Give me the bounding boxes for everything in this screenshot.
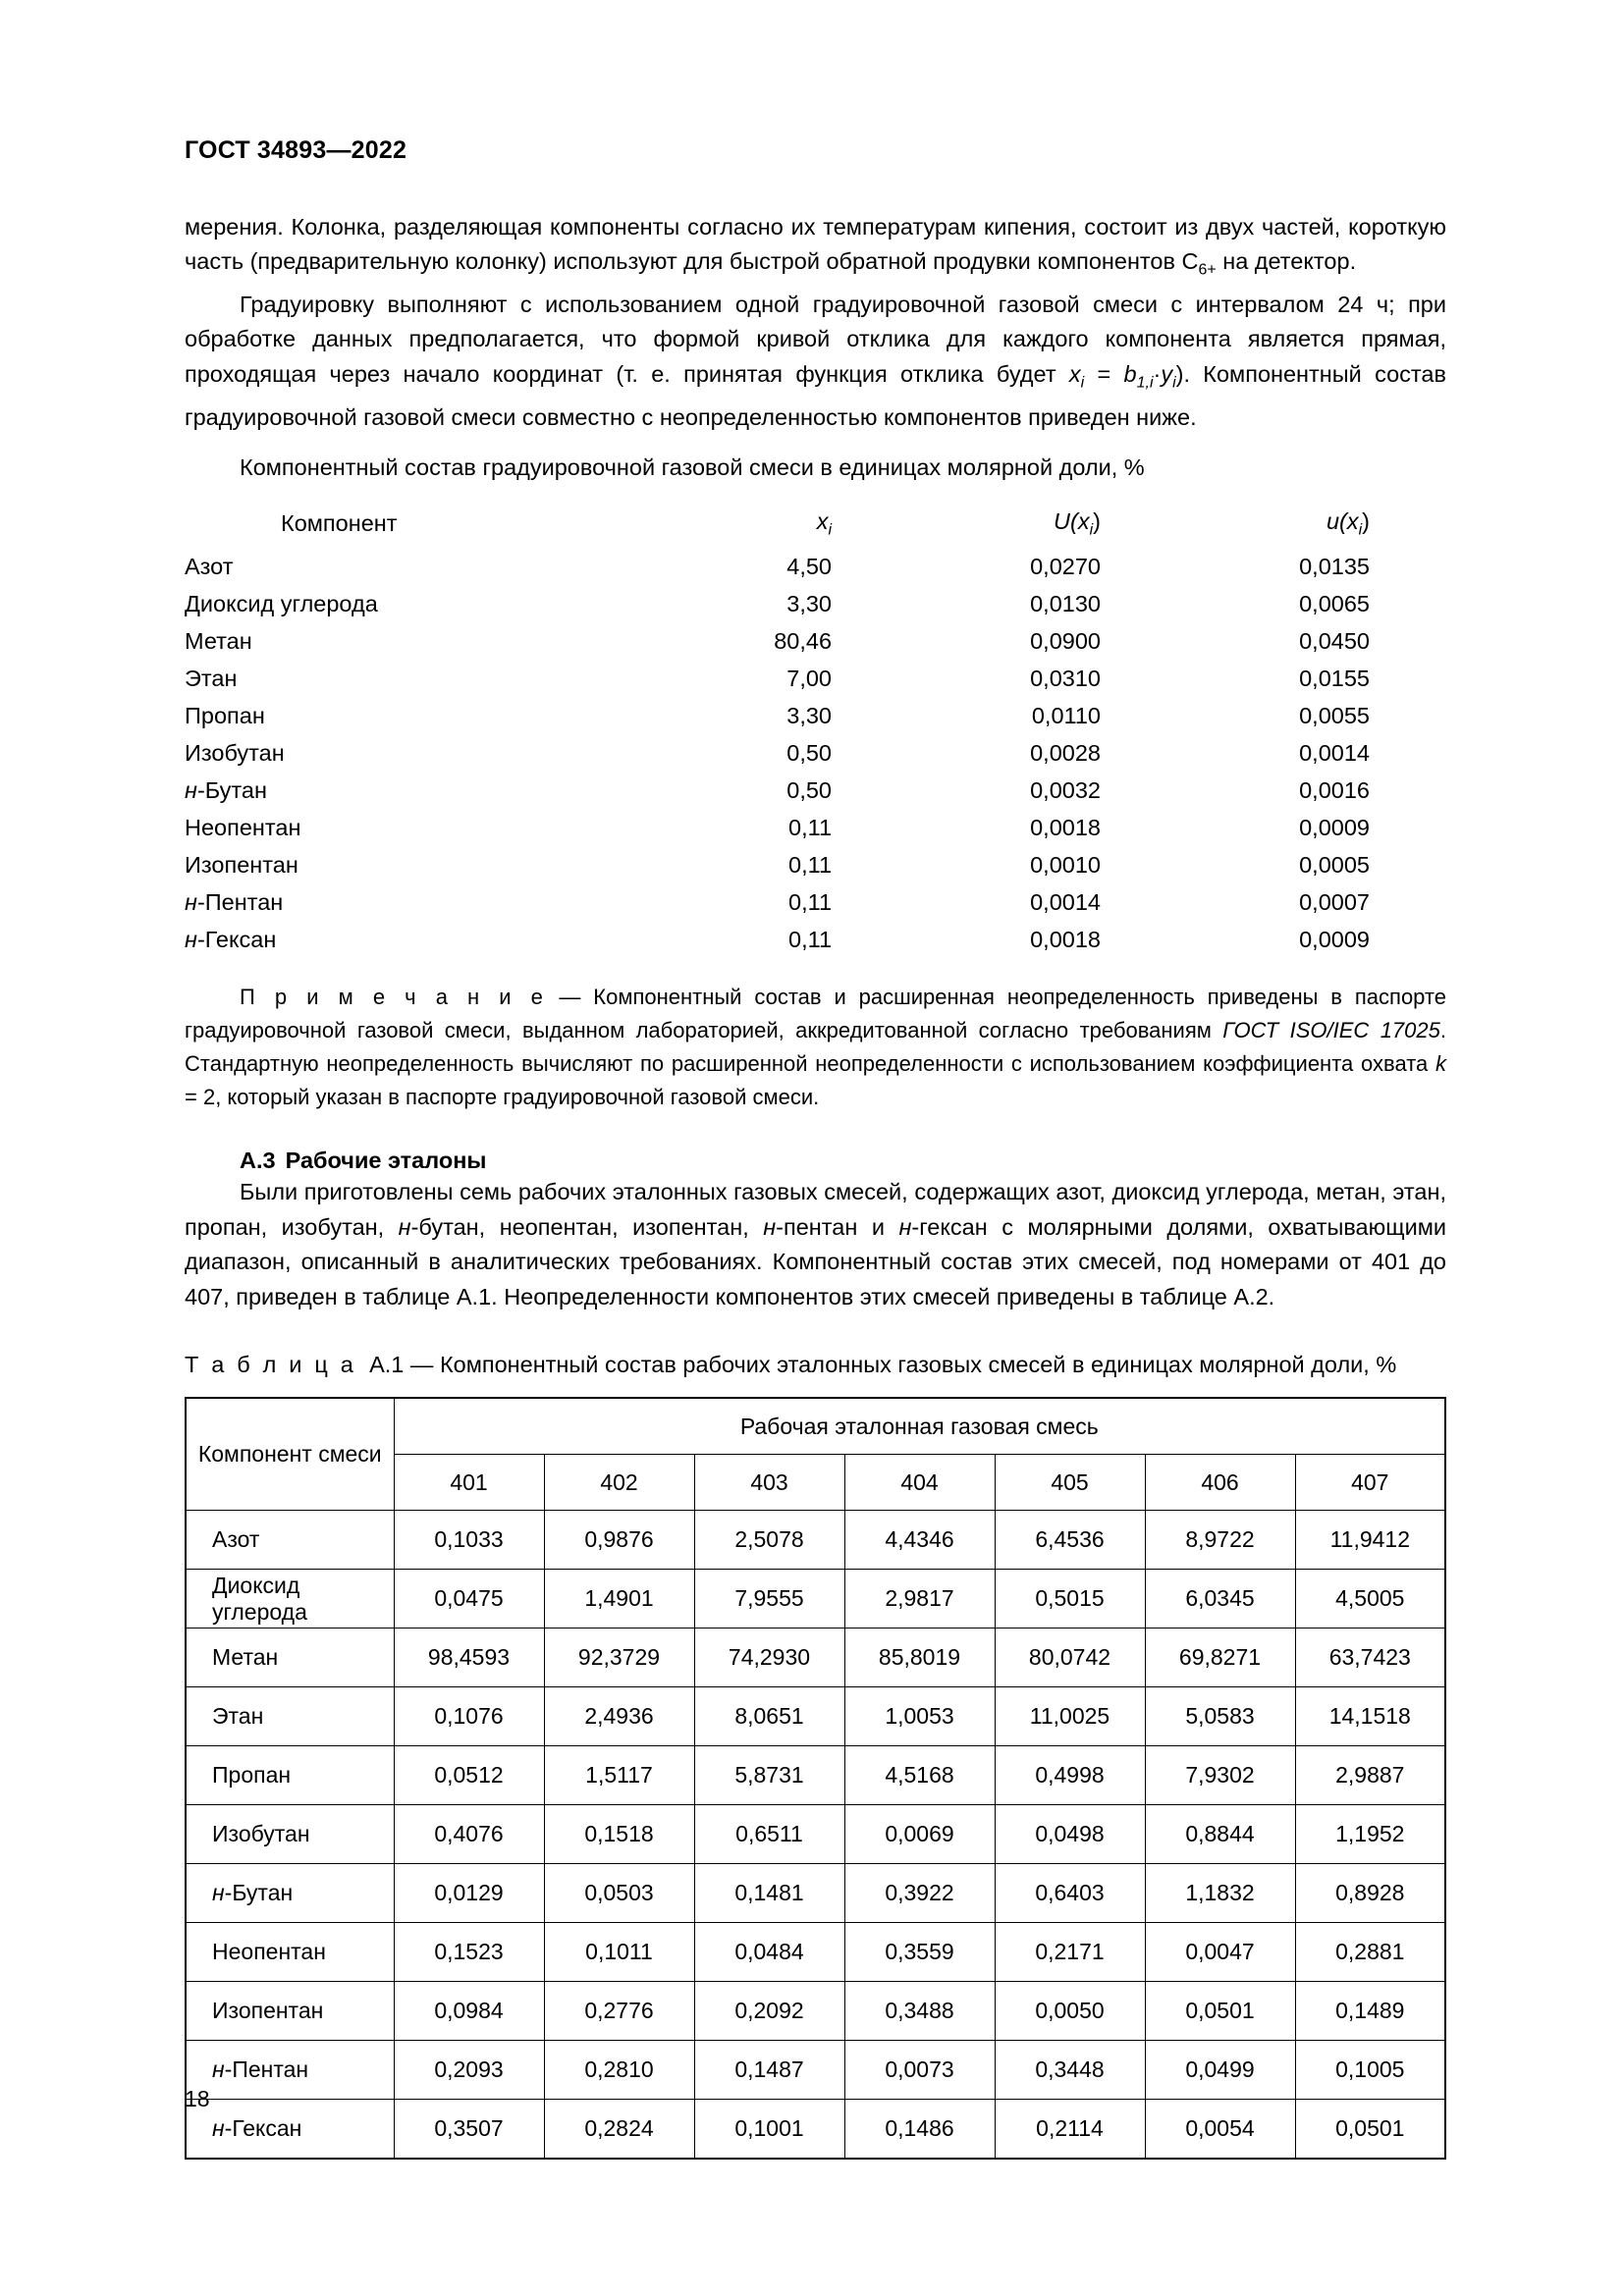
value-cell: 0,3507 <box>394 2100 544 2160</box>
value-uxi: 0,0005 <box>1299 852 1370 879</box>
col-header-group-working-standard: Рабочая эталонная газовая смесь <box>394 1398 1445 1455</box>
value-cell: 0,0073 <box>844 2041 995 2100</box>
table-a1-caption <box>185 1348 1446 1381</box>
col-header-component: Компонент <box>281 510 398 537</box>
col-header-mixture-406: 406 <box>1145 1455 1295 1511</box>
document-header: ГОСТ 34893—2022 <box>185 136 407 164</box>
value-cell: 0,3559 <box>844 1923 995 1982</box>
table-row <box>186 2100 1445 2160</box>
table-row <box>185 698 1446 735</box>
col-header-xi-symbol: x <box>816 507 829 534</box>
italic-prefix: н <box>212 2115 225 2142</box>
note-coverage-factor-symbol: k <box>1435 1050 1446 1076</box>
value-Uxi: 0,0110 <box>1031 703 1101 729</box>
component-name: Азот <box>185 554 234 580</box>
value-uxi: 0,0155 <box>1299 666 1370 692</box>
note-text-b: . Стандартную неопределенность вычисляют по расширенной неопределенности с использованием коэффициента охвата <box>185 1017 1447 1076</box>
value-cell: 0,0475 <box>394 1570 544 1629</box>
value-Uxi: 0,0130 <box>1030 591 1101 617</box>
component-name-cell <box>185 698 639 735</box>
paragraph-2-a: Градуировку выполняют с использованием одной градуировочной газовой смеси с интервалом 24 ч; при обработке данных предполагается, что формой кривой отклика для каждого компонента является прямая, проходящая через начало координат (т. е. принятая функция отклика будет <box>185 291 1446 387</box>
value-cell: 0,1011 <box>544 1923 694 1982</box>
value-cell: 1,4901 <box>544 1570 694 1629</box>
value-Uxi: 0,0270 <box>1030 554 1101 580</box>
value-cell: 8,9722 <box>1145 1511 1295 1570</box>
col-header-mixture-404: 404 <box>844 1455 995 1511</box>
component-name: Изобутан <box>185 740 285 767</box>
value-uxi: 0,0007 <box>1299 889 1370 916</box>
value-cell: 0,0512 <box>394 1746 544 1805</box>
table-header-row <box>185 506 1446 549</box>
value-cell: 0,0498 <box>995 1805 1145 1864</box>
value-cell: 7,9302 <box>1145 1746 1295 1805</box>
value-uxi: 0,0016 <box>1299 777 1370 804</box>
value-cell: 11,0025 <box>995 1687 1145 1746</box>
component-name: Этан <box>185 666 238 692</box>
component-name: Этан <box>212 1703 264 1730</box>
col-header-component-mix: Компонент смеси <box>186 1398 394 1511</box>
composition-lead-line: Компонентный состав градуировочной газовой смеси в единицах молярной доли, % <box>240 454 1145 481</box>
paragraph-3-c: -пентан и <box>776 1213 899 1240</box>
value-cell: 1,1832 <box>1145 1864 1295 1923</box>
page-content <box>185 137 1446 2160</box>
value-cell: 5,8731 <box>694 1746 844 1805</box>
table-row <box>185 623 1446 661</box>
value-cell: 0,1005 <box>1295 2041 1445 2100</box>
table-row <box>185 884 1446 922</box>
col-header-uxi-close: ) <box>1362 507 1370 534</box>
value-uxi: 0,0450 <box>1299 628 1370 655</box>
component-name: Изобутан <box>212 1821 310 1847</box>
col-header-xi-sub: i <box>828 521 833 539</box>
col-header-uxi-symbol: u(x <box>1326 507 1359 534</box>
value-cell: 0,8928 <box>1295 1864 1445 1923</box>
value-cell: 0,0984 <box>394 1982 544 2041</box>
italic-prefix: н <box>212 1880 225 1906</box>
value-xi: 0,11 <box>788 927 833 953</box>
value-cell: 0,0129 <box>394 1864 544 1923</box>
component-name: -Гексан <box>196 927 277 953</box>
component-name: -Бутан <box>196 777 267 804</box>
formula-equals: = <box>1084 360 1124 387</box>
value-cell: 0,1489 <box>1295 1982 1445 2041</box>
table-row <box>185 922 1446 959</box>
formula-y-sub: i <box>1172 374 1176 392</box>
component-name-cell <box>185 884 639 922</box>
component-name: Метан <box>185 628 252 655</box>
table-a1-body <box>186 1511 1445 2160</box>
value-cell: 0,0484 <box>694 1923 844 1982</box>
value-cell: 74,2930 <box>694 1629 844 1687</box>
component-name: Изопентан <box>212 1998 324 2024</box>
col-header-xi <box>639 506 908 549</box>
table-a1 <box>185 1397 1446 2160</box>
value-cell: 0,1487 <box>694 2041 844 2100</box>
calibration-composition-table <box>185 506 1446 959</box>
paragraph-calibration <box>185 288 1446 435</box>
italic-prefix: н <box>212 2056 225 2083</box>
value-cell: 0,0050 <box>995 1982 1145 2041</box>
value-cell: 4,5168 <box>844 1746 995 1805</box>
value-cell: 2,4936 <box>544 1687 694 1746</box>
prefix-n-3: н <box>898 1213 912 1240</box>
value-Uxi: 0,0310 <box>1030 666 1101 692</box>
component-name: Изопентан <box>185 852 298 879</box>
value-cell: 0,6403 <box>995 1864 1145 1923</box>
paragraph-1-tail: на детектор. <box>1216 248 1357 274</box>
paragraph-continuation <box>185 210 1446 288</box>
value-cell: 0,0501 <box>1295 2100 1445 2160</box>
section-heading-a3 <box>185 1146 1446 1176</box>
value-xi: 0,50 <box>786 740 833 767</box>
component-name-cell <box>186 1687 394 1746</box>
component-name-cell <box>186 1746 394 1805</box>
value-cell: 4,4346 <box>844 1511 995 1570</box>
table-row <box>186 1746 1445 1805</box>
value-cell: 0,0069 <box>844 1805 995 1864</box>
value-cell: 0,5015 <box>995 1570 1145 1629</box>
value-cell: 0,1523 <box>394 1923 544 1982</box>
value-xi: 0,11 <box>788 852 833 879</box>
value-cell: 4,5005 <box>1295 1570 1445 1629</box>
value-Uxi: 0,0028 <box>1030 740 1101 767</box>
note-standard-reference: ГОСТ ISO/IEC 17025 <box>1222 1017 1440 1042</box>
value-cell: 5,0583 <box>1145 1687 1295 1746</box>
table-row <box>185 773 1446 810</box>
note-paragraph <box>185 981 1446 1114</box>
value-cell: 0,0054 <box>1145 2100 1295 2160</box>
component-name: Пропан <box>212 1762 292 1789</box>
col-header-mixture-407: 407 <box>1295 1455 1445 1511</box>
italic-prefix: н <box>185 889 197 916</box>
value-cell: 0,2092 <box>694 1982 844 2041</box>
component-name-cell <box>186 1805 394 1864</box>
value-xi: 3,30 <box>786 703 833 729</box>
value-cell: 1,5117 <box>544 1746 694 1805</box>
italic-prefix: н <box>185 777 197 804</box>
value-cell: 0,2171 <box>995 1923 1145 1982</box>
component-name-cell <box>185 549 639 586</box>
table-row <box>186 1864 1445 1923</box>
value-cell: 0,4076 <box>394 1805 544 1864</box>
table-row <box>186 1805 1445 1864</box>
component-name-cell <box>186 1923 394 1982</box>
component-name: Азот <box>212 1526 260 1553</box>
value-xi: 3,30 <box>786 591 833 617</box>
value-cell: 2,9817 <box>844 1570 995 1629</box>
caption-label: Т а б л и ц а <box>185 1352 357 1378</box>
italic-prefix: н <box>185 927 197 953</box>
component-name-cell <box>185 810 639 847</box>
value-uxi: 0,0009 <box>1299 815 1370 841</box>
component-name-cell <box>185 773 639 810</box>
component-name-cell <box>186 1982 394 2041</box>
value-xi: 7,00 <box>786 666 833 692</box>
component-name: Диоксид углерода <box>185 591 378 617</box>
formula-x: x <box>1068 360 1081 387</box>
component-name: Неопентан <box>212 1939 326 1965</box>
paragraph-3-a: Были приготовлены семь рабочих эталонных газовых смесей, содержащих азот, диоксид углерода, метан, этан, пропан, изобутан, <box>185 1179 1446 1240</box>
value-cell: 0,1518 <box>544 1805 694 1864</box>
component-name-cell <box>186 1570 394 1629</box>
value-uxi: 0,0009 <box>1299 927 1370 953</box>
value-cell: 0,1076 <box>394 1687 544 1746</box>
col-header-uxi-sub: i <box>1358 521 1363 539</box>
section-number: А.3 <box>240 1147 276 1173</box>
component-name: Диоксид углерода <box>212 1572 307 1625</box>
col-header-mixture-402: 402 <box>544 1455 694 1511</box>
paragraph-2-b: ). Компонентный состав градуировочной газовой смеси совместно с неопределенностью компонентов приведен ниже. <box>185 360 1446 430</box>
value-cell: 69,8271 <box>1145 1629 1295 1687</box>
table-a1-group-header-row <box>186 1398 1445 1455</box>
col-header-Uxi-close: ) <box>1093 507 1101 534</box>
caption-text: Компонентный состав рабочих эталонных газовых смесей в единицах молярной доли, % <box>439 1352 1397 1378</box>
page-number: 18 <box>185 2086 210 2111</box>
caption-number: А.1 <box>369 1352 405 1378</box>
table-row <box>185 810 1446 847</box>
component-name: -Гексан <box>224 2115 302 2142</box>
value-cell: 8,0651 <box>694 1687 844 1746</box>
component-name-cell <box>185 661 639 698</box>
table-row <box>186 1687 1445 1746</box>
value-Uxi: 0,0014 <box>1030 889 1101 916</box>
value-xi: 0,11 <box>788 815 833 841</box>
value-cell: 0,1001 <box>694 2100 844 2160</box>
col-header-uxi <box>1177 506 1446 549</box>
value-xi: 0,50 <box>786 777 833 804</box>
col-header-mixture-405: 405 <box>995 1455 1145 1511</box>
prefix-n-2: н <box>763 1213 777 1240</box>
value-cell: 0,0501 <box>1145 1982 1295 2041</box>
value-cell: 6,0345 <box>1145 1570 1295 1629</box>
value-cell: 1,0053 <box>844 1687 995 1746</box>
component-name: Пропан <box>185 703 265 729</box>
table-a1-head <box>186 1398 1445 1511</box>
component-name-cell <box>185 586 639 623</box>
value-cell: 0,3488 <box>844 1982 995 2041</box>
formula-x-sub: i <box>1080 374 1085 392</box>
note-dash: — <box>546 984 594 1009</box>
value-cell: 80,0742 <box>995 1629 1145 1687</box>
value-uxi: 0,0135 <box>1299 554 1370 580</box>
value-xi: 4,50 <box>786 554 833 580</box>
component-name: Неопентан <box>185 815 301 841</box>
value-uxi: 0,0065 <box>1299 591 1370 617</box>
component-name: -Пентан <box>224 2056 309 2083</box>
table-row <box>185 847 1446 884</box>
paragraph-1-text: мерения. Колонка, разделяющая компоненты согласно их температурам кипения, состоит из двух частей, короткую часть (предварительную колонку) используют для быстрой обратной продувки компонентов C <box>185 213 1446 274</box>
component-name-cell <box>186 1511 394 1570</box>
value-cell: 85,8019 <box>844 1629 995 1687</box>
component-name-cell <box>186 1864 394 1923</box>
component-name-cell <box>186 2041 394 2100</box>
note-text-a: Компонентный состав и расширенная неопределенность приведены в паспорте градуировочной газовой смеси, выданном лабораторией, аккредитованной согласно требованиям <box>185 984 1446 1042</box>
value-cell: 11,9412 <box>1295 1511 1445 1570</box>
value-cell: 0,2881 <box>1295 1923 1445 1982</box>
component-name-cell <box>186 1629 394 1687</box>
value-Uxi: 0,0018 <box>1030 815 1101 841</box>
component-name-cell <box>186 2100 394 2160</box>
component-name: -Пентан <box>196 889 284 916</box>
paragraph-working-standards <box>185 1175 1446 1314</box>
component-name-cell <box>185 623 639 661</box>
col-header-mixture-401: 401 <box>394 1455 544 1511</box>
value-cell: 0,4998 <box>995 1746 1145 1805</box>
value-cell: 0,3448 <box>995 2041 1145 2100</box>
component-name-cell <box>185 735 639 773</box>
table-row <box>186 1982 1445 2041</box>
col-header-Uxi <box>908 506 1177 549</box>
note-label: П р и м е ч а н и е <box>240 984 547 1009</box>
formula-y: y <box>1161 360 1173 387</box>
component-name-cell <box>185 922 639 959</box>
subscript-c6plus: 6+ <box>1198 261 1217 279</box>
formula-b: b <box>1123 360 1137 387</box>
value-cell: 63,7423 <box>1295 1629 1445 1687</box>
table-row <box>186 1511 1445 1570</box>
value-cell: 92,3729 <box>544 1629 694 1687</box>
table-row <box>186 1570 1445 1629</box>
value-cell: 0,2824 <box>544 2100 694 2160</box>
component-name-cell <box>185 847 639 884</box>
value-cell: 0,2810 <box>544 2041 694 2100</box>
col-header-mixture-403: 403 <box>694 1455 844 1511</box>
col-header-Uxi-symbol: U(x <box>1054 507 1090 534</box>
value-uxi: 0,0055 <box>1299 703 1370 729</box>
value-cell: 0,6511 <box>694 1805 844 1864</box>
paragraph-3-d: -гексан с молярными долями, охватывающими диапазон, описанный в аналитических требованиях. Компонентный состав этих смесей, под номерами от 401 до 407, приведен в таблице А.1. Неопределенности компонентов этих смесей приведены в таблице А.2. <box>185 1213 1447 1309</box>
value-cell: 2,5078 <box>694 1511 844 1570</box>
paragraph-3-b: -бутан, неопентан, изопентан, <box>410 1213 764 1240</box>
value-cell: 2,9887 <box>1295 1746 1445 1805</box>
value-cell: 0,8844 <box>1145 1805 1295 1864</box>
section-title: Рабочие эталоны <box>285 1147 487 1173</box>
value-cell: 0,0499 <box>1145 2041 1295 2100</box>
table-row <box>185 735 1446 773</box>
value-cell: 0,1481 <box>694 1864 844 1923</box>
table-row <box>186 1923 1445 1982</box>
calibration-table-body <box>185 549 1446 959</box>
value-cell: 1,1952 <box>1295 1805 1445 1864</box>
formula-b-sub: 1,i <box>1136 374 1154 392</box>
table-row <box>185 549 1446 586</box>
value-cell: 6,4536 <box>995 1511 1145 1570</box>
caption-dash: — <box>404 1352 440 1378</box>
value-cell: 0,2776 <box>544 1982 694 2041</box>
component-name: -Бутан <box>224 1880 294 1906</box>
col-header-Uxi-sub: i <box>1089 521 1094 539</box>
value-Uxi: 0,0010 <box>1030 852 1101 879</box>
value-cell: 0,0503 <box>544 1864 694 1923</box>
table-row <box>185 586 1446 623</box>
value-Uxi: 0,0018 <box>1030 927 1101 953</box>
note-text-c: = 2, который указан в паспорте градуировочной газовой смеси. <box>185 1084 820 1109</box>
value-cell: 0,9876 <box>544 1511 694 1570</box>
value-xi: 80,46 <box>774 628 833 655</box>
value-cell: 0,1033 <box>394 1511 544 1570</box>
value-cell: 0,3922 <box>844 1864 995 1923</box>
value-uxi: 0,0014 <box>1299 740 1370 767</box>
value-cell: 0,2114 <box>995 2100 1145 2160</box>
value-xi: 0,11 <box>788 889 833 916</box>
value-cell: 0,0047 <box>1145 1923 1295 1982</box>
table-row <box>185 661 1446 698</box>
value-cell: 0,2093 <box>394 2041 544 2100</box>
value-cell: 7,9555 <box>694 1570 844 1629</box>
value-Uxi: 0,0032 <box>1030 777 1101 804</box>
component-name: Метан <box>212 1644 279 1671</box>
value-cell: 0,1486 <box>844 2100 995 2160</box>
formula-dot: · <box>1153 360 1162 387</box>
value-Uxi: 0,0900 <box>1030 628 1101 655</box>
table-row <box>186 1629 1445 1687</box>
prefix-n-1: н <box>398 1213 411 1240</box>
value-cell: 14,1518 <box>1295 1687 1445 1746</box>
value-cell: 98,4593 <box>394 1629 544 1687</box>
table-row <box>186 2041 1445 2100</box>
